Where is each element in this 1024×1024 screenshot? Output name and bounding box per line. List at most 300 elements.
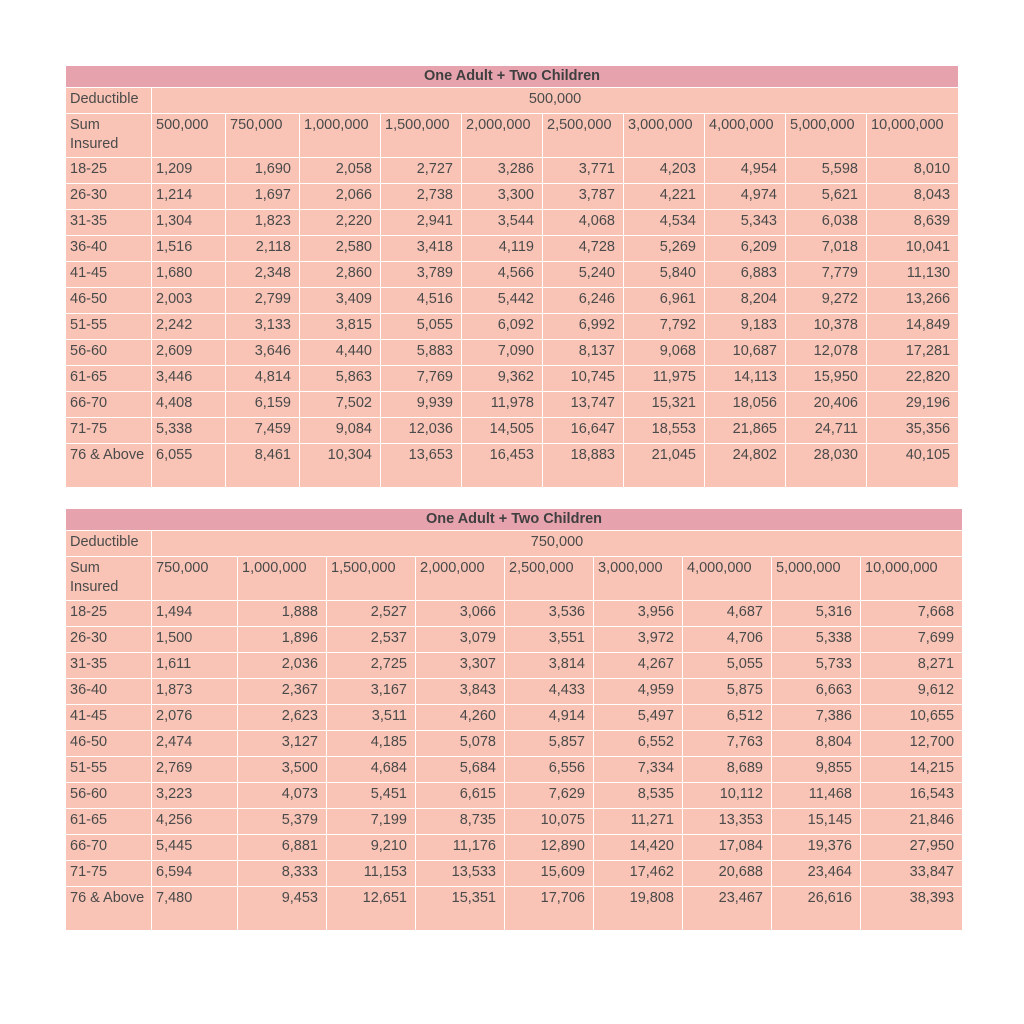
table-row bbox=[66, 757, 963, 783]
premium-cell: 5,875 bbox=[683, 679, 772, 705]
premium-cell: 8,333 bbox=[238, 861, 327, 887]
premium-cell: 4,687 bbox=[683, 601, 772, 627]
premium-cell: 6,883 bbox=[705, 262, 786, 288]
premium-cell: 19,808 bbox=[594, 887, 683, 931]
premium-cell: 6,038 bbox=[786, 210, 867, 236]
premium-cell: 4,959 bbox=[594, 679, 683, 705]
premium-cell: 7,502 bbox=[300, 392, 381, 418]
table-row bbox=[66, 731, 963, 757]
sum-insured-column-header: 2,500,000 bbox=[543, 114, 624, 158]
premium-cell: 3,307 bbox=[416, 653, 505, 679]
premium-cell: 8,735 bbox=[416, 809, 505, 835]
premium-cell: 4,408 bbox=[152, 392, 226, 418]
premium-cell: 3,133 bbox=[226, 314, 300, 340]
premium-cell: 7,480 bbox=[152, 887, 238, 931]
age-band-cell: 66-70 bbox=[66, 835, 152, 861]
premium-cell: 21,865 bbox=[705, 418, 786, 444]
premium-cell: 5,240 bbox=[543, 262, 624, 288]
premium-cell: 1,823 bbox=[226, 210, 300, 236]
premium-cell: 4,566 bbox=[462, 262, 543, 288]
age-band-cell: 31-35 bbox=[66, 210, 152, 236]
age-band-cell: 61-65 bbox=[66, 366, 152, 392]
premium-cell: 18,883 bbox=[543, 444, 624, 488]
premium-cell: 10,304 bbox=[300, 444, 381, 488]
table-row bbox=[66, 288, 959, 314]
premium-cell: 2,066 bbox=[300, 184, 381, 210]
premium-cell: 6,055 bbox=[152, 444, 226, 488]
premium-cell: 4,433 bbox=[505, 679, 594, 705]
premium-cell: 2,623 bbox=[238, 705, 327, 731]
premium-cell: 4,185 bbox=[327, 731, 416, 757]
premium-cell: 8,689 bbox=[683, 757, 772, 783]
premium-cell: 7,779 bbox=[786, 262, 867, 288]
premium-cell: 1,896 bbox=[238, 627, 327, 653]
premium-cell: 26,616 bbox=[772, 887, 861, 931]
premium-cell: 13,747 bbox=[543, 392, 624, 418]
premium-cell: 2,242 bbox=[152, 314, 226, 340]
age-band-cell: 66-70 bbox=[66, 392, 152, 418]
premium-cell: 5,055 bbox=[381, 314, 462, 340]
premium-cell: 17,706 bbox=[505, 887, 594, 931]
premium-cell: 13,353 bbox=[683, 809, 772, 835]
sum-insured-column-header: 1,000,000 bbox=[238, 557, 327, 601]
premium-cell: 17,281 bbox=[867, 340, 959, 366]
table-row bbox=[66, 679, 963, 705]
premium-cell: 3,544 bbox=[462, 210, 543, 236]
premium-cell: 12,078 bbox=[786, 340, 867, 366]
table-title-row bbox=[66, 66, 959, 88]
premium-cell: 16,543 bbox=[861, 783, 963, 809]
deductible-label: Deductible bbox=[66, 531, 152, 557]
sum-insured-column-header: 1,500,000 bbox=[327, 557, 416, 601]
table-row bbox=[66, 314, 959, 340]
premium-cell: 5,078 bbox=[416, 731, 505, 757]
premium-cell: 11,468 bbox=[772, 783, 861, 809]
premium-cell: 4,260 bbox=[416, 705, 505, 731]
premium-cell: 5,343 bbox=[705, 210, 786, 236]
sum-insured-column-header: 2,000,000 bbox=[416, 557, 505, 601]
deductible-row bbox=[66, 531, 963, 557]
premium-cell: 15,609 bbox=[505, 861, 594, 887]
premium-cell: 10,655 bbox=[861, 705, 963, 731]
premium-cell: 7,459 bbox=[226, 418, 300, 444]
premium-cell: 1,690 bbox=[226, 158, 300, 184]
premium-cell: 4,534 bbox=[624, 210, 705, 236]
premium-cell: 3,646 bbox=[226, 340, 300, 366]
table-row bbox=[66, 158, 959, 184]
premium-cell: 6,961 bbox=[624, 288, 705, 314]
premium-cell: 8,271 bbox=[861, 653, 963, 679]
premium-cell: 5,316 bbox=[772, 601, 861, 627]
premium-cell: 5,055 bbox=[683, 653, 772, 679]
premium-cell: 11,978 bbox=[462, 392, 543, 418]
premium-cell: 38,393 bbox=[861, 887, 963, 931]
premium-cell: 5,338 bbox=[772, 627, 861, 653]
premium-cell: 6,615 bbox=[416, 783, 505, 809]
premium-cell: 7,629 bbox=[505, 783, 594, 809]
premium-cell: 5,445 bbox=[152, 835, 238, 861]
premium-cell: 1,697 bbox=[226, 184, 300, 210]
premium-cell: 11,271 bbox=[594, 809, 683, 835]
premium-cell: 4,914 bbox=[505, 705, 594, 731]
table-row bbox=[66, 444, 959, 488]
premium-cell: 3,446 bbox=[152, 366, 226, 392]
premium-cell: 23,464 bbox=[772, 861, 861, 887]
premium-cell: 9,939 bbox=[381, 392, 462, 418]
premium-cell: 15,145 bbox=[772, 809, 861, 835]
premium-cell: 27,950 bbox=[861, 835, 963, 861]
premium-cell: 23,467 bbox=[683, 887, 772, 931]
sum-insured-column-header: 750,000 bbox=[152, 557, 238, 601]
premium-cell: 7,018 bbox=[786, 236, 867, 262]
premium-cell: 3,789 bbox=[381, 262, 462, 288]
premium-cell: 8,137 bbox=[543, 340, 624, 366]
premium-cell: 14,113 bbox=[705, 366, 786, 392]
premium-cell: 21,846 bbox=[861, 809, 963, 835]
premium-cell: 5,863 bbox=[300, 366, 381, 392]
premium-cell: 3,771 bbox=[543, 158, 624, 184]
premium-cell: 9,183 bbox=[705, 314, 786, 340]
premium-cell: 2,003 bbox=[152, 288, 226, 314]
table-row bbox=[66, 653, 963, 679]
premium-cell: 17,084 bbox=[683, 835, 772, 861]
premium-cell: 2,580 bbox=[300, 236, 381, 262]
premium-cell: 10,378 bbox=[786, 314, 867, 340]
table-row bbox=[66, 184, 959, 210]
premium-cell: 6,512 bbox=[683, 705, 772, 731]
age-band-cell: 26-30 bbox=[66, 184, 152, 210]
premium-cell: 9,453 bbox=[238, 887, 327, 931]
premium-cell: 3,127 bbox=[238, 731, 327, 757]
premium-cell: 3,418 bbox=[381, 236, 462, 262]
sum-insured-column-header: 1,000,000 bbox=[300, 114, 381, 158]
premium-cell: 12,890 bbox=[505, 835, 594, 861]
premium-table-deductible-500000 bbox=[65, 65, 959, 488]
premium-cell: 4,728 bbox=[543, 236, 624, 262]
premium-cell: 14,420 bbox=[594, 835, 683, 861]
premium-cell: 11,176 bbox=[416, 835, 505, 861]
premium-cell: 1,888 bbox=[238, 601, 327, 627]
premium-cell: 14,849 bbox=[867, 314, 959, 340]
premium-cell: 8,804 bbox=[772, 731, 861, 757]
premium-cell: 4,221 bbox=[624, 184, 705, 210]
premium-cell: 4,974 bbox=[705, 184, 786, 210]
premium-cell: 4,814 bbox=[226, 366, 300, 392]
premium-cell: 2,076 bbox=[152, 705, 238, 731]
premium-cell: 7,699 bbox=[861, 627, 963, 653]
premium-cell: 3,551 bbox=[505, 627, 594, 653]
table-row bbox=[66, 601, 963, 627]
table-row bbox=[66, 887, 963, 931]
premium-cell: 5,621 bbox=[786, 184, 867, 210]
premium-cell: 2,738 bbox=[381, 184, 462, 210]
premium-cell: 2,474 bbox=[152, 731, 238, 757]
premium-cell: 3,300 bbox=[462, 184, 543, 210]
premium-cell: 10,687 bbox=[705, 340, 786, 366]
premium-cell: 18,553 bbox=[624, 418, 705, 444]
premium-cell: 7,668 bbox=[861, 601, 963, 627]
premium-cell: 4,954 bbox=[705, 158, 786, 184]
premium-cell: 6,092 bbox=[462, 314, 543, 340]
sum-insured-label: Sum Insured bbox=[66, 114, 152, 158]
premium-cell: 8,204 bbox=[705, 288, 786, 314]
premium-cell: 7,792 bbox=[624, 314, 705, 340]
premium-cell: 3,536 bbox=[505, 601, 594, 627]
premium-cell: 3,511 bbox=[327, 705, 416, 731]
premium-cell: 9,084 bbox=[300, 418, 381, 444]
premium-cell: 3,066 bbox=[416, 601, 505, 627]
premium-cell: 8,639 bbox=[867, 210, 959, 236]
premium-cell: 8,535 bbox=[594, 783, 683, 809]
sum-insured-column-header: 3,000,000 bbox=[624, 114, 705, 158]
premium-cell: 22,820 bbox=[867, 366, 959, 392]
table-row bbox=[66, 262, 959, 288]
premium-cell: 40,105 bbox=[867, 444, 959, 488]
deductible-value: 500,000 bbox=[152, 88, 959, 114]
premium-cell: 20,688 bbox=[683, 861, 772, 887]
premium-cell: 2,036 bbox=[238, 653, 327, 679]
premium-cell: 9,068 bbox=[624, 340, 705, 366]
premium-cell: 12,700 bbox=[861, 731, 963, 757]
premium-cell: 6,556 bbox=[505, 757, 594, 783]
premium-cell: 14,505 bbox=[462, 418, 543, 444]
deductible-label: Deductible bbox=[66, 88, 152, 114]
age-band-cell: 26-30 bbox=[66, 627, 152, 653]
premium-cell: 4,073 bbox=[238, 783, 327, 809]
sum-insured-column-header: 4,000,000 bbox=[683, 557, 772, 601]
age-band-cell: 76 & Above bbox=[66, 887, 152, 931]
premium-cell: 3,843 bbox=[416, 679, 505, 705]
premium-cell: 1,209 bbox=[152, 158, 226, 184]
premium-cell: 2,367 bbox=[238, 679, 327, 705]
table-row bbox=[66, 627, 963, 653]
premium-cell: 1,494 bbox=[152, 601, 238, 627]
premium-cell: 17,462 bbox=[594, 861, 683, 887]
premium-cell: 2,220 bbox=[300, 210, 381, 236]
premium-cell: 5,733 bbox=[772, 653, 861, 679]
premium-cell: 9,612 bbox=[861, 679, 963, 705]
table-title: One Adult + Two Children bbox=[66, 66, 959, 88]
premium-cell: 3,815 bbox=[300, 314, 381, 340]
premium-cell: 11,153 bbox=[327, 861, 416, 887]
sum-insured-column-header: 4,000,000 bbox=[705, 114, 786, 158]
premium-cell: 15,321 bbox=[624, 392, 705, 418]
age-band-cell: 56-60 bbox=[66, 340, 152, 366]
sum-insured-column-header: 10,000,000 bbox=[861, 557, 963, 601]
table-row bbox=[66, 210, 959, 236]
sum-insured-column-header: 750,000 bbox=[226, 114, 300, 158]
premium-cell: 12,036 bbox=[381, 418, 462, 444]
premium-cell: 16,647 bbox=[543, 418, 624, 444]
sum-insured-column-header: 5,000,000 bbox=[772, 557, 861, 601]
premium-cell: 4,119 bbox=[462, 236, 543, 262]
premium-cell: 10,075 bbox=[505, 809, 594, 835]
premium-cell: 2,799 bbox=[226, 288, 300, 314]
premium-cell: 3,787 bbox=[543, 184, 624, 210]
premium-cell: 24,802 bbox=[705, 444, 786, 488]
age-band-cell: 71-75 bbox=[66, 861, 152, 887]
premium-cell: 29,196 bbox=[867, 392, 959, 418]
sum-insured-column-header: 5,000,000 bbox=[786, 114, 867, 158]
table-row bbox=[66, 392, 959, 418]
premium-cell: 5,497 bbox=[594, 705, 683, 731]
deductible-row bbox=[66, 88, 959, 114]
premium-cell: 2,118 bbox=[226, 236, 300, 262]
premium-cell: 9,210 bbox=[327, 835, 416, 861]
premium-cell: 2,609 bbox=[152, 340, 226, 366]
age-band-cell: 31-35 bbox=[66, 653, 152, 679]
sum-insured-label: Sum Insured bbox=[66, 557, 152, 601]
premium-cell: 6,881 bbox=[238, 835, 327, 861]
premium-cell: 28,030 bbox=[786, 444, 867, 488]
premium-cell: 2,727 bbox=[381, 158, 462, 184]
premium-cell: 5,857 bbox=[505, 731, 594, 757]
table-row bbox=[66, 861, 963, 887]
table-row bbox=[66, 783, 963, 809]
premium-cell: 7,334 bbox=[594, 757, 683, 783]
age-band-cell: 51-55 bbox=[66, 757, 152, 783]
sum-insured-column-header: 3,000,000 bbox=[594, 557, 683, 601]
premium-cell: 3,079 bbox=[416, 627, 505, 653]
premium-cell: 1,500 bbox=[152, 627, 238, 653]
premium-cell: 8,010 bbox=[867, 158, 959, 184]
premium-cell: 6,663 bbox=[772, 679, 861, 705]
premium-cell: 5,840 bbox=[624, 262, 705, 288]
age-band-cell: 36-40 bbox=[66, 679, 152, 705]
table-row bbox=[66, 809, 963, 835]
premium-cell: 1,680 bbox=[152, 262, 226, 288]
premium-cell: 2,537 bbox=[327, 627, 416, 653]
premium-cell: 4,516 bbox=[381, 288, 462, 314]
age-band-cell: 41-45 bbox=[66, 705, 152, 731]
deductible-value: 750,000 bbox=[152, 531, 963, 557]
premium-cell: 5,684 bbox=[416, 757, 505, 783]
premium-cell: 4,440 bbox=[300, 340, 381, 366]
premium-cell: 3,972 bbox=[594, 627, 683, 653]
premium-cell: 7,763 bbox=[683, 731, 772, 757]
age-band-cell: 71-75 bbox=[66, 418, 152, 444]
premium-cell: 10,112 bbox=[683, 783, 772, 809]
table-title: One Adult + Two Children bbox=[66, 509, 963, 531]
premium-cell: 6,159 bbox=[226, 392, 300, 418]
premium-cell: 7,769 bbox=[381, 366, 462, 392]
sum-insured-column-header: 2,000,000 bbox=[462, 114, 543, 158]
premium-cell: 7,386 bbox=[772, 705, 861, 731]
premium-cell: 10,041 bbox=[867, 236, 959, 262]
age-band-cell: 46-50 bbox=[66, 288, 152, 314]
premium-cell: 1,304 bbox=[152, 210, 226, 236]
premium-cell: 15,351 bbox=[416, 887, 505, 931]
table-row bbox=[66, 366, 959, 392]
premium-cell: 2,348 bbox=[226, 262, 300, 288]
premium-cell: 4,068 bbox=[543, 210, 624, 236]
sum-insured-column-header: 1,500,000 bbox=[381, 114, 462, 158]
premium-cell: 14,215 bbox=[861, 757, 963, 783]
premium-cell: 3,286 bbox=[462, 158, 543, 184]
premium-cell: 5,883 bbox=[381, 340, 462, 366]
table-row bbox=[66, 236, 959, 262]
premium-cell: 21,045 bbox=[624, 444, 705, 488]
premium-cell: 2,058 bbox=[300, 158, 381, 184]
premium-cell: 24,711 bbox=[786, 418, 867, 444]
premium-cell: 1,873 bbox=[152, 679, 238, 705]
premium-cell: 8,461 bbox=[226, 444, 300, 488]
premium-cell: 3,814 bbox=[505, 653, 594, 679]
sum-insured-column-header: 500,000 bbox=[152, 114, 226, 158]
premium-cell: 7,199 bbox=[327, 809, 416, 835]
age-band-cell: 61-65 bbox=[66, 809, 152, 835]
premium-table-deductible-750000 bbox=[65, 508, 963, 931]
premium-cell: 8,043 bbox=[867, 184, 959, 210]
premium-cell: 5,269 bbox=[624, 236, 705, 262]
premium-cell: 4,256 bbox=[152, 809, 238, 835]
premium-cell: 20,406 bbox=[786, 392, 867, 418]
premium-cell: 1,611 bbox=[152, 653, 238, 679]
premium-cell: 1,214 bbox=[152, 184, 226, 210]
premium-cell: 18,056 bbox=[705, 392, 786, 418]
premium-cell: 13,266 bbox=[867, 288, 959, 314]
premium-cell: 3,956 bbox=[594, 601, 683, 627]
premium-cell: 1,516 bbox=[152, 236, 226, 262]
premium-cell: 6,209 bbox=[705, 236, 786, 262]
premium-cell: 2,860 bbox=[300, 262, 381, 288]
age-band-cell: 36-40 bbox=[66, 236, 152, 262]
premium-cell: 10,745 bbox=[543, 366, 624, 392]
premium-cell: 4,706 bbox=[683, 627, 772, 653]
table-row bbox=[66, 705, 963, 731]
premium-cell: 6,552 bbox=[594, 731, 683, 757]
premium-cell: 5,442 bbox=[462, 288, 543, 314]
sum-insured-column-header: 2,500,000 bbox=[505, 557, 594, 601]
age-band-cell: 46-50 bbox=[66, 731, 152, 757]
premium-cell: 3,500 bbox=[238, 757, 327, 783]
premium-cell: 3,167 bbox=[327, 679, 416, 705]
premium-cell: 11,975 bbox=[624, 366, 705, 392]
age-band-cell: 41-45 bbox=[66, 262, 152, 288]
premium-cell: 2,527 bbox=[327, 601, 416, 627]
premium-cell: 2,769 bbox=[152, 757, 238, 783]
premium-cell: 6,594 bbox=[152, 861, 238, 887]
premium-cell: 5,598 bbox=[786, 158, 867, 184]
premium-cell: 33,847 bbox=[861, 861, 963, 887]
premium-cell: 6,992 bbox=[543, 314, 624, 340]
premium-cell: 3,223 bbox=[152, 783, 238, 809]
sum-insured-column-header: 10,000,000 bbox=[867, 114, 959, 158]
premium-cell: 35,356 bbox=[867, 418, 959, 444]
premium-cell: 15,950 bbox=[786, 366, 867, 392]
premium-cell: 11,130 bbox=[867, 262, 959, 288]
premium-cell: 4,684 bbox=[327, 757, 416, 783]
premium-cell: 4,267 bbox=[594, 653, 683, 679]
premium-cell: 13,653 bbox=[381, 444, 462, 488]
premium-cell: 5,451 bbox=[327, 783, 416, 809]
age-band-cell: 56-60 bbox=[66, 783, 152, 809]
premium-cell: 12,651 bbox=[327, 887, 416, 931]
table-row bbox=[66, 418, 959, 444]
premium-cell: 9,855 bbox=[772, 757, 861, 783]
premium-cell: 19,376 bbox=[772, 835, 861, 861]
premium-cell: 5,379 bbox=[238, 809, 327, 835]
age-band-cell: 18-25 bbox=[66, 601, 152, 627]
premium-cell: 5,338 bbox=[152, 418, 226, 444]
table-row bbox=[66, 835, 963, 861]
age-band-cell: 18-25 bbox=[66, 158, 152, 184]
premium-cell: 2,941 bbox=[381, 210, 462, 236]
premium-cell: 9,272 bbox=[786, 288, 867, 314]
premium-cell: 13,533 bbox=[416, 861, 505, 887]
premium-cell: 6,246 bbox=[543, 288, 624, 314]
table-title-row bbox=[66, 509, 963, 531]
